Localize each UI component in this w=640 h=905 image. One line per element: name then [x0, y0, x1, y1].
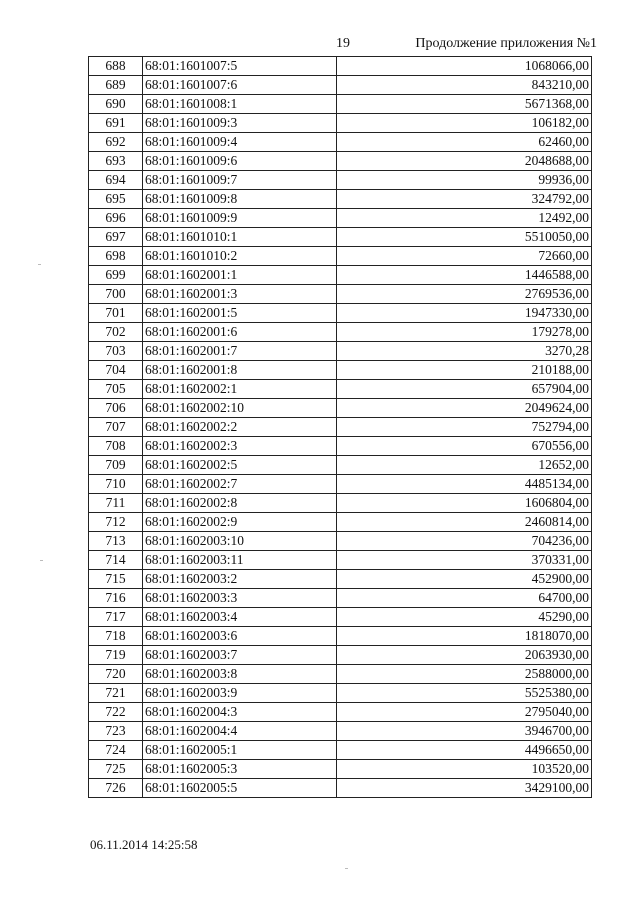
- table-row: [89, 76, 592, 95]
- table-row: [89, 399, 592, 418]
- row-number: 693: [89, 152, 143, 171]
- table-row: [89, 779, 592, 798]
- row-number: 704: [89, 361, 143, 380]
- row-number: 689: [89, 76, 143, 95]
- cadastral-value: 324792,00: [337, 190, 592, 209]
- row-number: 715: [89, 570, 143, 589]
- cadastral-value: 452900,00: [337, 570, 592, 589]
- appendix-title: Продолжение приложения №1: [415, 36, 597, 51]
- cadastral-number: 68:01:1602002:7: [143, 475, 337, 494]
- table-row: [89, 171, 592, 190]
- cadastral-number: 68:01:1601009:8: [143, 190, 337, 209]
- row-number: 699: [89, 266, 143, 285]
- cadastral-value: 843210,00: [337, 76, 592, 95]
- cadastral-value-table: [88, 56, 592, 798]
- table-body: [89, 57, 592, 798]
- cadastral-value: 62460,00: [337, 133, 592, 152]
- scan-speck: [40, 560, 43, 561]
- row-number: 695: [89, 190, 143, 209]
- table-row: [89, 741, 592, 760]
- row-number: 723: [89, 722, 143, 741]
- table-row: [89, 247, 592, 266]
- row-number: 712: [89, 513, 143, 532]
- cadastral-value: 752794,00: [337, 418, 592, 437]
- cadastral-number: 68:01:1602001:5: [143, 304, 337, 323]
- print-timestamp: 06.11.2014 14:25:58: [90, 837, 198, 852]
- cadastral-value: 72660,00: [337, 247, 592, 266]
- row-number: 722: [89, 703, 143, 722]
- cadastral-value: 179278,00: [337, 323, 592, 342]
- table-row: [89, 760, 592, 779]
- table-row: [89, 608, 592, 627]
- cadastral-value: 4485134,00: [337, 475, 592, 494]
- table-row: [89, 152, 592, 171]
- row-number: 724: [89, 741, 143, 760]
- cadastral-number: 68:01:1602001:3: [143, 285, 337, 304]
- cadastral-number: 68:01:1601009:7: [143, 171, 337, 190]
- cadastral-value: 1446588,00: [337, 266, 592, 285]
- cadastral-number: 68:01:1602002:5: [143, 456, 337, 475]
- cadastral-number: 68:01:1601010:2: [143, 247, 337, 266]
- cadastral-value: 210188,00: [337, 361, 592, 380]
- cadastral-number: 68:01:1602001:1: [143, 266, 337, 285]
- cadastral-value: 12652,00: [337, 456, 592, 475]
- table-row: [89, 57, 592, 76]
- cadastral-number: 68:01:1602001:8: [143, 361, 337, 380]
- cadastral-number: 68:01:1601007:5: [143, 57, 337, 76]
- row-number: 717: [89, 608, 143, 627]
- table-row: [89, 589, 592, 608]
- cadastral-number: 68:01:1602003:3: [143, 589, 337, 608]
- cadastral-value: 2063930,00: [337, 646, 592, 665]
- cadastral-value: 3270,28: [337, 342, 592, 361]
- cadastral-number: 68:01:1602003:6: [143, 627, 337, 646]
- cadastral-value: 2048688,00: [337, 152, 592, 171]
- table-row: [89, 304, 592, 323]
- scan-speck: [38, 264, 41, 265]
- cadastral-number: 68:01:1601009:6: [143, 152, 337, 171]
- cadastral-value: 3429100,00: [337, 779, 592, 798]
- row-number: 698: [89, 247, 143, 266]
- table-row: [89, 532, 592, 551]
- table-row: [89, 570, 592, 589]
- table-row: [89, 266, 592, 285]
- row-number: 700: [89, 285, 143, 304]
- cadastral-value: 99936,00: [337, 171, 592, 190]
- table-row: [89, 342, 592, 361]
- cadastral-number: 68:01:1601008:1: [143, 95, 337, 114]
- cadastral-number: 68:01:1602001:6: [143, 323, 337, 342]
- row-number: 702: [89, 323, 143, 342]
- cadastral-value: 704236,00: [337, 532, 592, 551]
- row-number: 719: [89, 646, 143, 665]
- table-row: [89, 627, 592, 646]
- cadastral-number: 68:01:1602003:7: [143, 646, 337, 665]
- cadastral-number: 68:01:1601009:3: [143, 114, 337, 133]
- cadastral-value: 45290,00: [337, 608, 592, 627]
- cadastral-value: 670556,00: [337, 437, 592, 456]
- row-number: 718: [89, 627, 143, 646]
- cadastral-value: 1068066,00: [337, 57, 592, 76]
- cadastral-number: 68:01:1602005:1: [143, 741, 337, 760]
- table-row: [89, 722, 592, 741]
- table-row: [89, 361, 592, 380]
- table-row: [89, 437, 592, 456]
- cadastral-value: 5510050,00: [337, 228, 592, 247]
- cadastral-value: 2769536,00: [337, 285, 592, 304]
- cadastral-value: 1818070,00: [337, 627, 592, 646]
- row-number: 714: [89, 551, 143, 570]
- cadastral-number: 68:01:1602005:3: [143, 760, 337, 779]
- cadastral-number: 68:01:1602002:3: [143, 437, 337, 456]
- cadastral-number: 68:01:1602003:4: [143, 608, 337, 627]
- cadastral-number: 68:01:1602002:1: [143, 380, 337, 399]
- row-number: 713: [89, 532, 143, 551]
- cadastral-value: 106182,00: [337, 114, 592, 133]
- cadastral-number: 68:01:1601009:4: [143, 133, 337, 152]
- cadastral-number: 68:01:1602004:3: [143, 703, 337, 722]
- page-number: 19: [336, 36, 350, 51]
- cadastral-number: 68:01:1602002:8: [143, 494, 337, 513]
- cadastral-value: 1947330,00: [337, 304, 592, 323]
- table-row: [89, 513, 592, 532]
- table-row: [89, 456, 592, 475]
- row-number: 694: [89, 171, 143, 190]
- cadastral-number: 68:01:1602004:4: [143, 722, 337, 741]
- table-row: [89, 285, 592, 304]
- row-number: 711: [89, 494, 143, 513]
- table-row: [89, 475, 592, 494]
- row-number: 707: [89, 418, 143, 437]
- cadastral-value: 2588000,00: [337, 665, 592, 684]
- row-number: 706: [89, 399, 143, 418]
- cadastral-number: 68:01:1602001:7: [143, 342, 337, 361]
- row-number: 710: [89, 475, 143, 494]
- row-number: 721: [89, 684, 143, 703]
- cadastral-number: 68:01:1602002:9: [143, 513, 337, 532]
- cadastral-value: 2795040,00: [337, 703, 592, 722]
- table-row: [89, 190, 592, 209]
- cadastral-number: 68:01:1602002:2: [143, 418, 337, 437]
- cadastral-value: 5525380,00: [337, 684, 592, 703]
- row-number: 691: [89, 114, 143, 133]
- cadastral-value: 103520,00: [337, 760, 592, 779]
- cadastral-number: 68:01:1602003:10: [143, 532, 337, 551]
- table-row: [89, 703, 592, 722]
- cadastral-number: 68:01:1602002:10: [143, 399, 337, 418]
- table-row: [89, 646, 592, 665]
- table-row: [89, 380, 592, 399]
- cadastral-number: 68:01:1601007:6: [143, 76, 337, 95]
- row-number: 692: [89, 133, 143, 152]
- table-row: [89, 418, 592, 437]
- row-number: 690: [89, 95, 143, 114]
- row-number: 701: [89, 304, 143, 323]
- cadastral-value: 1606804,00: [337, 494, 592, 513]
- table-row: [89, 551, 592, 570]
- table-row: [89, 209, 592, 228]
- table-row: [89, 133, 592, 152]
- cadastral-value: 2049624,00: [337, 399, 592, 418]
- cadastral-value: 370331,00: [337, 551, 592, 570]
- table-row: [89, 323, 592, 342]
- cadastral-number: 68:01:1602003:9: [143, 684, 337, 703]
- scan-speck: [345, 868, 348, 869]
- table-row: [89, 228, 592, 247]
- row-number: 716: [89, 589, 143, 608]
- cadastral-number: 68:01:1601009:9: [143, 209, 337, 228]
- cadastral-value: 2460814,00: [337, 513, 592, 532]
- table-row: [89, 114, 592, 133]
- cadastral-number: 68:01:1602003:8: [143, 665, 337, 684]
- table-row: [89, 665, 592, 684]
- row-number: 703: [89, 342, 143, 361]
- table-row: [89, 95, 592, 114]
- row-number: 726: [89, 779, 143, 798]
- cadastral-number: 68:01:1602003:11: [143, 551, 337, 570]
- row-number: 696: [89, 209, 143, 228]
- cadastral-value: 3946700,00: [337, 722, 592, 741]
- row-number: 708: [89, 437, 143, 456]
- row-number: 720: [89, 665, 143, 684]
- row-number: 688: [89, 57, 143, 76]
- cadastral-value: 4496650,00: [337, 741, 592, 760]
- row-number: 705: [89, 380, 143, 399]
- cadastral-number: 68:01:1602003:2: [143, 570, 337, 589]
- cadastral-value: 5671368,00: [337, 95, 592, 114]
- row-number: 709: [89, 456, 143, 475]
- cadastral-number: 68:01:1602005:5: [143, 779, 337, 798]
- cadastral-value: 12492,00: [337, 209, 592, 228]
- cadastral-number: 68:01:1601010:1: [143, 228, 337, 247]
- row-number: 697: [89, 228, 143, 247]
- table-row: [89, 494, 592, 513]
- row-number: 725: [89, 760, 143, 779]
- table-row: [89, 684, 592, 703]
- cadastral-value: 64700,00: [337, 589, 592, 608]
- cadastral-value: 657904,00: [337, 380, 592, 399]
